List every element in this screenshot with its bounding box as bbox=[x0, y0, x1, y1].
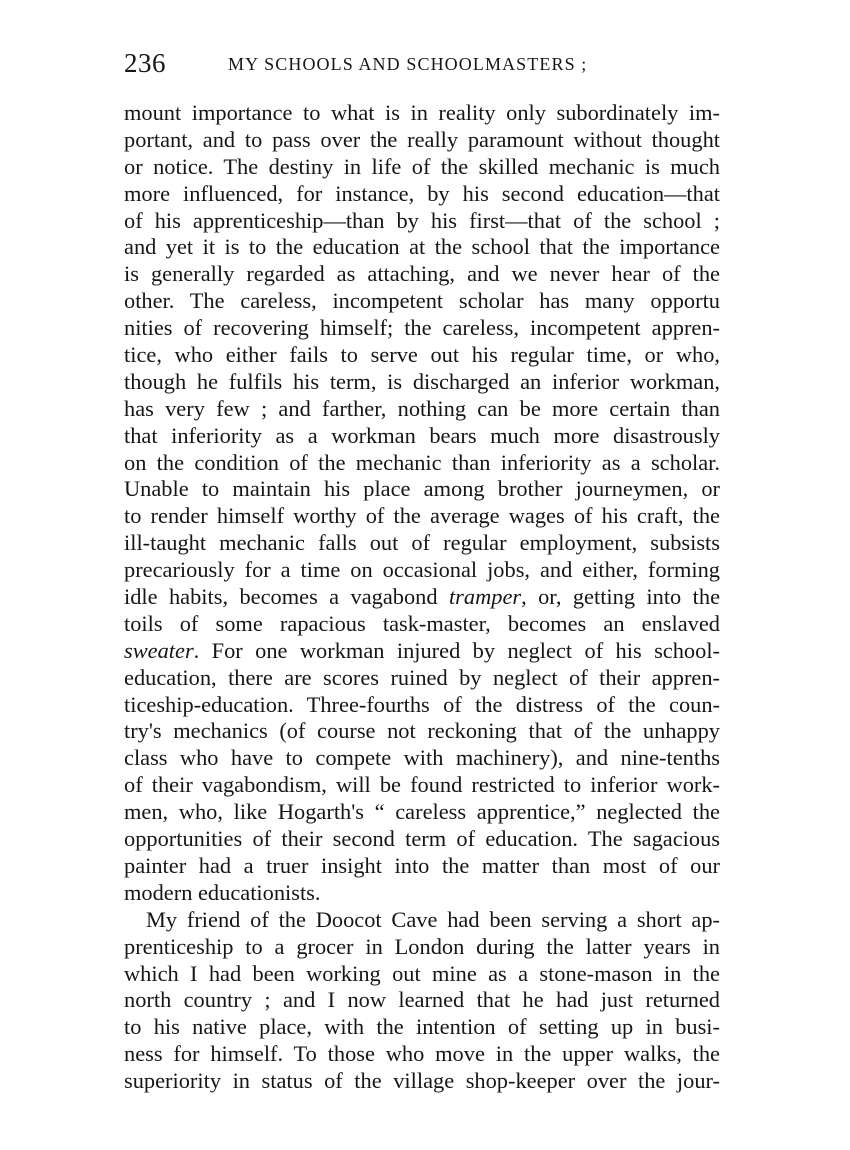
text-line: toils of some rapacious task-master, becomes an enslaved bbox=[124, 610, 720, 636]
text-line: is generally regarded as attaching, and we never hear of the bbox=[124, 261, 720, 287]
text-line: men, who, like Hogarth's “ careless apprentice,” neglected the bbox=[124, 799, 720, 825]
text-line: has very few ; and farther, nothing can be more certain than bbox=[124, 395, 720, 421]
text-line: superiority in status of the village shop-keeper over the jour- bbox=[124, 1068, 720, 1094]
text-line: and yet it is to the education at the school that the importance bbox=[124, 234, 720, 260]
text-line: of his apprenticeship—than by his first—that of the school ; bbox=[124, 207, 720, 233]
text-line: to his native place, with the intention of setting up in busi- bbox=[124, 1014, 720, 1040]
running-title: MY SCHOOLS AND SCHOOLMASTERS ; bbox=[228, 54, 588, 74]
text-line: on the condition of the mechanic than inferiority as a scholar. bbox=[124, 449, 720, 475]
text-line: precariously for a time on occasional jobs, and either, forming bbox=[124, 557, 720, 583]
paragraph-start-line: My friend of the Doocot Cave had been serving a short ap- bbox=[146, 906, 720, 932]
text-line: education, there are scores ruined by neglect of their appren- bbox=[124, 664, 720, 690]
text-line: class who have to compete with machinery), and nine-tenths bbox=[124, 745, 720, 771]
text-line: tice, who either fails to serve out his regular time, or who, bbox=[124, 342, 720, 368]
text-line: more influenced, for instance, by his second education—that bbox=[124, 180, 720, 206]
page-number: 236 bbox=[124, 48, 166, 78]
running-head bbox=[124, 46, 724, 80]
italic-word: sweater bbox=[124, 637, 194, 663]
text-line: ness for himself. To those who move in the upper walks, the bbox=[124, 1041, 720, 1067]
text-line: modern educationists. bbox=[124, 879, 321, 905]
text-line: though he fulfils his term, is discharged an inferior workman, bbox=[124, 368, 720, 394]
text-line: painter had a truer insight into the matter than most of our bbox=[124, 852, 720, 878]
text-line: idle habits, becomes a vagabond tramper, or, getting into the bbox=[124, 584, 721, 610]
text-line: to render himself worthy of the average wages of his craft, the bbox=[124, 503, 720, 529]
text-line: Unable to maintain his place among brother journeymen, or bbox=[124, 476, 720, 502]
text-line: north country ; and I now learned that he had just returned bbox=[124, 987, 720, 1013]
text-line: opportunities of their second term of education. The sagacious bbox=[124, 826, 720, 852]
text-line: which I had been working out mine as a stone-mason in the bbox=[124, 960, 720, 986]
text-line: or notice. The destiny in life of the skilled mechanic is much bbox=[124, 153, 720, 179]
text-line: ill-taught mechanic falls out of regular employment, subsists bbox=[124, 530, 720, 556]
body-text bbox=[124, 100, 720, 1095]
text-line: that inferiority as a workman bears much more disastrously bbox=[124, 422, 720, 448]
text-line: sweater. For one workman injured by neglect of his school- bbox=[124, 637, 720, 663]
text-line: portant, and to pass over the really paramount without thought bbox=[124, 126, 720, 152]
text-line: mount importance to what is in reality only subordinately im- bbox=[124, 100, 720, 125]
text-line: other. The careless, incompetent scholar has many opportu bbox=[124, 288, 720, 314]
text-line: try's mechanics (of course not reckoning that of the unhappy bbox=[124, 718, 720, 744]
text-line: prenticeship to a grocer in London during the latter years in bbox=[124, 933, 720, 959]
text-line: ticeship-education. Three-fourths of the distress of the coun- bbox=[124, 691, 720, 717]
text-line: nities of recovering himself; the careless, incompetent appren- bbox=[124, 315, 720, 341]
italic-word: tramper bbox=[448, 584, 522, 610]
text-line: of their vagabondism, will be found restricted to inferior work- bbox=[124, 772, 720, 798]
